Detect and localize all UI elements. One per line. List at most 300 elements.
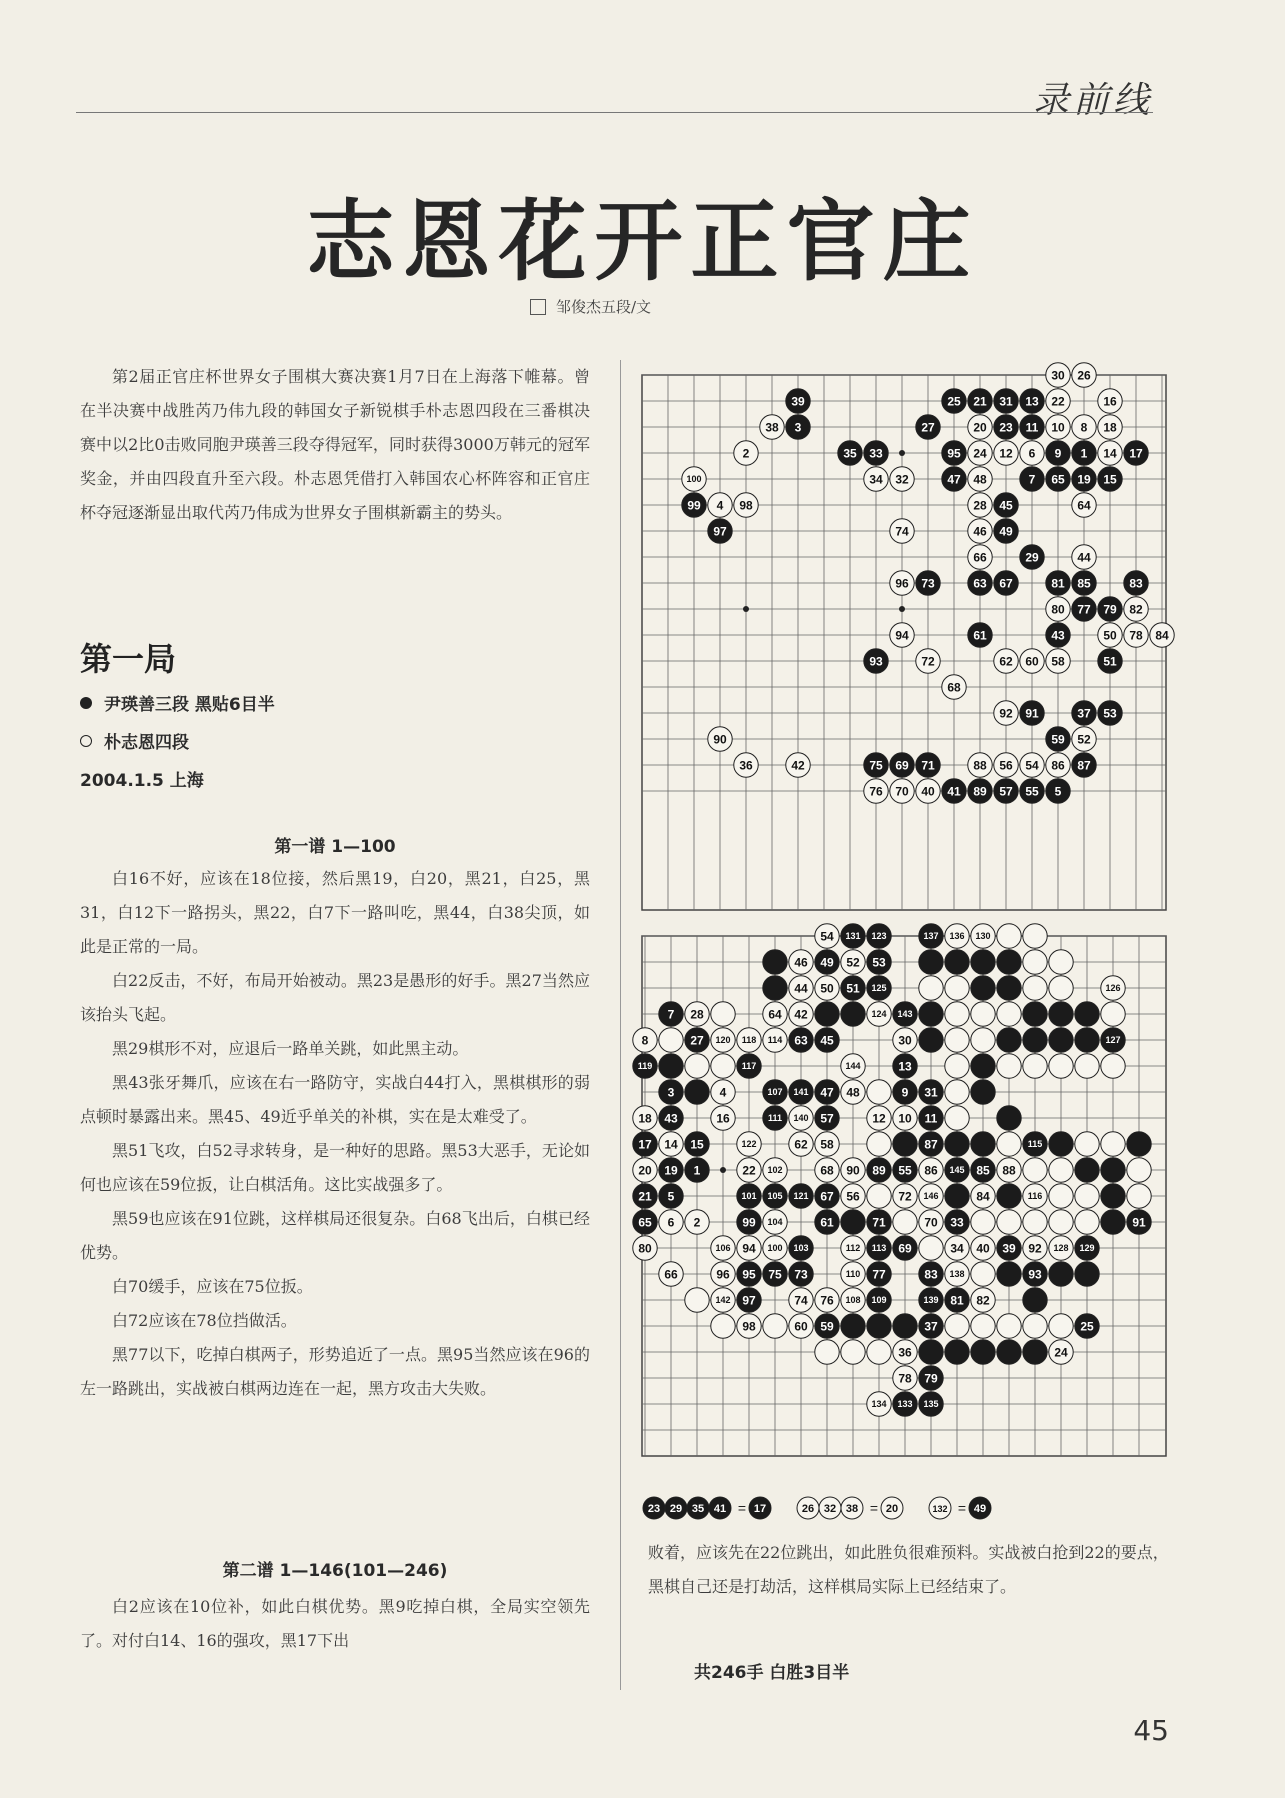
black-stone	[815, 1028, 839, 1052]
move-number: 60	[794, 1319, 808, 1334]
white-stone	[1023, 976, 1047, 1000]
white-stone	[734, 753, 758, 777]
black-stone	[968, 571, 992, 595]
white-stone	[890, 571, 914, 595]
move-number: 3	[794, 420, 802, 435]
white-stone	[1046, 415, 1070, 439]
move-number: 114	[767, 1035, 783, 1046]
star-point	[720, 1167, 726, 1173]
move-number: 10	[898, 1111, 912, 1126]
move-number: 71	[921, 758, 935, 773]
black-stone	[968, 779, 992, 803]
black-stone	[838, 441, 862, 465]
move-number: 76	[869, 784, 883, 799]
black-stone	[919, 1288, 943, 1312]
white-stone	[763, 1158, 787, 1182]
move-number: 72	[898, 1189, 912, 1204]
black-stone	[1020, 779, 1044, 803]
move-number: 58	[820, 1137, 834, 1152]
black-stone	[968, 389, 992, 413]
move-number: 79	[1103, 602, 1117, 617]
white-stone	[815, 924, 839, 948]
black-stone	[919, 1028, 943, 1052]
move-number: 95	[742, 1267, 756, 1282]
white-stone	[737, 1158, 761, 1182]
move-number: 122	[741, 1139, 757, 1150]
move-number: 6	[1028, 446, 1036, 461]
white-stone	[659, 1262, 683, 1286]
move-number: 146	[923, 1191, 939, 1202]
move-number: 26	[801, 1503, 815, 1515]
move-number: 85	[976, 1163, 990, 1178]
black-stone	[1072, 597, 1096, 621]
white-stone	[1075, 1132, 1099, 1156]
black-stone	[1098, 649, 1122, 673]
move-number: 52	[846, 955, 860, 970]
move-number: 39	[1002, 1241, 1016, 1256]
black-stone	[942, 467, 966, 491]
white-stone	[815, 1288, 839, 1312]
white-stone	[919, 1184, 943, 1208]
move-number: 111	[767, 1113, 783, 1124]
move-number: 83	[924, 1267, 938, 1282]
move-number: 36	[898, 1345, 912, 1360]
move-number: 109	[871, 1295, 887, 1306]
black-stone	[945, 1288, 969, 1312]
move-number: 12	[872, 1111, 886, 1126]
white-stone	[1049, 950, 1073, 974]
move-number: 126	[1105, 983, 1121, 994]
white-stone	[841, 1054, 865, 1078]
black-stone	[763, 1262, 787, 1286]
move-number: 41	[947, 784, 961, 799]
move-number: 80	[638, 1241, 652, 1256]
white-stone	[968, 467, 992, 491]
white-stone	[945, 1002, 969, 1026]
white-stone	[1023, 1210, 1047, 1234]
black-stone	[1072, 467, 1096, 491]
move-number: 36	[739, 758, 753, 773]
white-stone	[711, 1236, 735, 1260]
move-number: 22	[1051, 394, 1065, 409]
move-number: 118	[741, 1035, 757, 1046]
move-number: 4	[716, 498, 724, 513]
section1-commentary	[80, 862, 590, 1406]
white-stone-icon	[80, 735, 92, 747]
move-number: 15	[690, 1137, 704, 1152]
white-stone	[685, 1002, 709, 1026]
move-number: 75	[768, 1267, 782, 1282]
black-stone	[942, 441, 966, 465]
white-stone	[711, 1288, 735, 1312]
white-stone	[711, 1106, 735, 1130]
white-stone	[1023, 924, 1047, 948]
go-board-2	[637, 924, 1177, 1488]
commentary-paragraph: 白70缓手，应该在75位扳。	[112, 1277, 313, 1296]
black-stone	[864, 753, 888, 777]
move-number: 96	[716, 1267, 730, 1282]
move-number: 103	[793, 1243, 809, 1254]
black-stone	[1023, 1132, 1047, 1156]
black-stone	[1046, 571, 1070, 595]
move-number: 19	[664, 1163, 678, 1178]
black-stone	[1124, 571, 1148, 595]
move-number: 73	[921, 576, 935, 591]
move-number: 35	[691, 1503, 705, 1515]
white-stone	[890, 779, 914, 803]
black-stone	[749, 1497, 771, 1519]
black-stone	[919, 1106, 943, 1130]
white-stone	[1046, 753, 1070, 777]
black-stone	[815, 1002, 839, 1026]
white-stone	[789, 950, 813, 974]
black-stone	[841, 924, 865, 948]
black-stone	[815, 1210, 839, 1234]
move-number: 48	[846, 1085, 860, 1100]
black-stone	[1101, 1210, 1125, 1234]
move-number: 83	[1129, 576, 1143, 591]
move-number: 70	[924, 1215, 938, 1230]
move-number: 91	[1025, 706, 1039, 721]
move-number: 40	[921, 784, 935, 799]
black-stone	[867, 1314, 891, 1338]
white-stone	[797, 1497, 819, 1519]
white-stone	[1101, 1132, 1125, 1156]
move-number: 108	[845, 1295, 861, 1306]
move-number: 50	[1103, 628, 1117, 643]
move-number: 32	[823, 1503, 837, 1515]
white-stone	[1098, 441, 1122, 465]
move-number: 80	[1051, 602, 1065, 617]
white-stone	[1127, 1184, 1151, 1208]
white-stone	[893, 1210, 917, 1234]
date-place-line	[80, 766, 204, 791]
move-number: 112	[845, 1243, 861, 1254]
black-stone	[1075, 1236, 1099, 1260]
move-number: 81	[950, 1293, 964, 1308]
white-stone	[789, 1132, 813, 1156]
move-number: 59	[820, 1319, 834, 1334]
black-stone-icon	[80, 697, 92, 709]
black-stone	[945, 1210, 969, 1234]
white-stone	[919, 1236, 943, 1260]
black-stone	[815, 950, 839, 974]
black-stone	[685, 1028, 709, 1052]
black-stone	[659, 1080, 683, 1104]
white-stone	[1072, 727, 1096, 751]
white-stone	[760, 415, 784, 439]
black-stone	[1046, 441, 1070, 465]
black-stone	[945, 1158, 969, 1182]
white-stone	[1046, 597, 1070, 621]
star-point	[899, 606, 905, 612]
move-number: 86	[924, 1163, 938, 1178]
move-number: 16	[716, 1111, 730, 1126]
white-stone	[893, 1106, 917, 1130]
white-stone	[929, 1497, 951, 1519]
move-number: 8	[641, 1033, 649, 1048]
black-stone	[864, 441, 888, 465]
white-stone	[1049, 1340, 1073, 1364]
move-number: 11	[1025, 420, 1039, 435]
move-number: 76	[820, 1293, 834, 1308]
black-stone	[763, 976, 787, 1000]
black-stone	[1020, 545, 1044, 569]
move-number: 44	[794, 981, 808, 996]
black-stone	[919, 1002, 943, 1026]
move-number: 98	[739, 498, 753, 513]
black-stone	[864, 649, 888, 673]
black-stone	[867, 950, 891, 974]
white-stone	[1023, 1236, 1047, 1260]
move-number: 28	[690, 1007, 704, 1022]
white-stone	[815, 1132, 839, 1156]
black-stone	[997, 1340, 1021, 1364]
white-stone	[1072, 545, 1096, 569]
move-number: 31	[999, 394, 1013, 409]
move-number: 97	[742, 1293, 756, 1308]
move-number: 136	[949, 931, 965, 942]
white-stone	[1023, 1158, 1047, 1182]
white-stone	[997, 924, 1021, 948]
move-number: 20	[885, 1503, 899, 1515]
white-stone	[968, 753, 992, 777]
white-stone	[945, 924, 969, 948]
move-number: 135	[923, 1399, 939, 1410]
section1-heading: 第一谱 1—100	[274, 837, 396, 857]
move-number: 16	[1103, 394, 1117, 409]
white-stone	[1020, 649, 1044, 673]
black-stone	[919, 1340, 943, 1364]
white-stone	[971, 1262, 995, 1286]
move-number: 143	[897, 1009, 913, 1020]
black-stone	[1023, 1002, 1047, 1026]
black-stone	[971, 976, 995, 1000]
white-stone	[708, 727, 732, 751]
black-stone	[737, 1184, 761, 1208]
white-stone	[1046, 363, 1070, 387]
white-stone	[968, 493, 992, 517]
black-stone	[919, 1314, 943, 1338]
move-number: 105	[767, 1191, 783, 1202]
black-stone	[867, 924, 891, 948]
white-stone	[945, 1080, 969, 1104]
white-stone	[789, 1002, 813, 1026]
black-stone	[919, 1366, 943, 1390]
move-number: 30	[1051, 368, 1065, 383]
black-stone	[945, 1132, 969, 1156]
white-stone	[734, 493, 758, 517]
move-number: 38	[845, 1503, 859, 1515]
black-stone	[659, 1184, 683, 1208]
white-stone	[916, 779, 940, 803]
black-stone	[919, 1080, 943, 1104]
black-stone	[893, 1314, 917, 1338]
intro-section	[80, 360, 590, 530]
move-number: 14	[664, 1137, 678, 1152]
move-number: 2	[693, 1215, 701, 1230]
white-stone	[711, 1080, 735, 1104]
move-number: 64	[768, 1007, 782, 1022]
move-number: 9	[901, 1085, 909, 1100]
white-stone	[1124, 597, 1148, 621]
move-number: 145	[949, 1165, 965, 1176]
move-number: 8	[1080, 420, 1088, 435]
black-stone	[841, 1002, 865, 1026]
white-stone	[711, 1054, 735, 1078]
white-stone	[841, 1236, 865, 1260]
black-stone	[708, 519, 732, 543]
white-stone	[1072, 363, 1096, 387]
white-stone	[1049, 1236, 1073, 1260]
black-stone	[994, 779, 1018, 803]
black-stone	[893, 1392, 917, 1416]
white-stone	[968, 441, 992, 465]
move-number: 20	[638, 1163, 652, 1178]
white-stone	[1049, 1314, 1073, 1338]
move-number: 84	[1155, 628, 1169, 643]
move-number: 33	[950, 1215, 964, 1230]
white-stone	[633, 1236, 657, 1260]
black-stone	[1046, 467, 1070, 491]
white-stone	[685, 1288, 709, 1312]
move-number: 1	[693, 1163, 701, 1178]
move-number: 31	[924, 1085, 938, 1100]
white-stone	[1075, 1210, 1099, 1234]
white-stone	[867, 1132, 891, 1156]
move-number: 52	[1077, 732, 1091, 747]
byline-box-icon	[530, 299, 546, 315]
move-number: 39	[791, 394, 805, 409]
white-stone	[1150, 623, 1174, 647]
white-stone	[971, 1210, 995, 1234]
move-number: 2	[742, 446, 750, 461]
white-stone	[890, 623, 914, 647]
move-number: 94	[742, 1241, 756, 1256]
move-number: 113	[871, 1243, 887, 1254]
white-stone	[968, 415, 992, 439]
white-stone	[711, 1028, 735, 1052]
move-number: 140	[793, 1113, 809, 1124]
white-stone	[945, 1262, 969, 1286]
black-stone	[1072, 571, 1096, 595]
black-stone	[919, 1392, 943, 1416]
white-stone	[971, 1314, 995, 1338]
black-stone	[841, 976, 865, 1000]
move-number: 141	[793, 1087, 809, 1098]
move-number: 40	[976, 1241, 990, 1256]
white-stone	[1046, 649, 1070, 673]
white-stone	[841, 1340, 865, 1364]
black-stone	[971, 1080, 995, 1104]
black-stone	[1127, 1210, 1151, 1234]
move-number: 123	[871, 931, 887, 942]
move-number: 115	[1027, 1139, 1043, 1150]
move-number: 102	[767, 1165, 783, 1176]
move-number: 57	[999, 784, 1013, 799]
move-number: 50	[820, 981, 834, 996]
black-stone	[994, 415, 1018, 439]
section2-heading: 第二谱 1—146(101—246)	[222, 1561, 448, 1581]
white-stone	[945, 1314, 969, 1338]
black-stone	[942, 389, 966, 413]
move-number: 18	[1103, 420, 1117, 435]
move-number: 93	[1028, 1267, 1042, 1282]
star-point	[743, 606, 749, 612]
page-number: 45	[1133, 1714, 1169, 1747]
move-number: 72	[921, 654, 935, 669]
move-number: 96	[895, 576, 909, 591]
move-number: 74	[794, 1293, 808, 1308]
white-stone	[685, 1054, 709, 1078]
white-stone	[1101, 1054, 1125, 1078]
white-stone	[919, 1158, 943, 1182]
move-number: 17	[638, 1137, 652, 1152]
white-stone	[633, 1106, 657, 1130]
white-stone	[737, 1132, 761, 1156]
white-stone	[841, 1497, 863, 1519]
black-stone	[815, 1314, 839, 1338]
equals-sign: =	[957, 1500, 967, 1516]
move-number: 131	[845, 931, 861, 942]
white-stone	[893, 1184, 917, 1208]
white-stone	[919, 1210, 943, 1234]
move-number: 129	[1079, 1243, 1095, 1254]
move-number: 45	[820, 1033, 834, 1048]
move-number: 92	[1028, 1241, 1042, 1256]
move-number: 11	[924, 1111, 938, 1126]
black-stone	[945, 1184, 969, 1208]
move-number: 130	[975, 931, 991, 942]
black-stone	[919, 924, 943, 948]
white-stone	[763, 1210, 787, 1234]
black-stone	[890, 753, 914, 777]
move-number: 32	[895, 472, 909, 487]
move-number: 100	[767, 1243, 783, 1254]
move-number: 82	[976, 1293, 990, 1308]
white-stone	[841, 1262, 865, 1286]
black-stone	[1075, 1002, 1099, 1026]
move-number: 5	[1054, 784, 1062, 799]
black-stone	[786, 415, 810, 439]
black-stone	[841, 1314, 865, 1338]
black-stone	[1075, 1314, 1099, 1338]
move-number: 29	[669, 1503, 683, 1515]
black-stone	[1072, 441, 1096, 465]
move-number: 65	[638, 1215, 652, 1230]
move-number: 116	[1027, 1191, 1043, 1202]
move-number: 84	[976, 1189, 990, 1204]
move-number: 99	[687, 498, 701, 513]
white-stone	[1049, 1054, 1073, 1078]
black-stone	[919, 1132, 943, 1156]
black-stone	[867, 1236, 891, 1260]
white-stone	[1049, 976, 1073, 1000]
white-stone	[1075, 1054, 1099, 1078]
white-stone	[763, 1236, 787, 1260]
white-stone	[1046, 389, 1070, 413]
move-number: 92	[999, 706, 1013, 721]
move-number: 53	[872, 955, 886, 970]
white-stone	[864, 467, 888, 491]
black-stone	[994, 519, 1018, 543]
black-stone	[1020, 415, 1044, 439]
white-stone	[659, 1132, 683, 1156]
black-stone	[994, 571, 1018, 595]
black-stone	[1023, 1028, 1047, 1052]
black-stone	[815, 1106, 839, 1130]
move-number: 17	[753, 1503, 767, 1515]
